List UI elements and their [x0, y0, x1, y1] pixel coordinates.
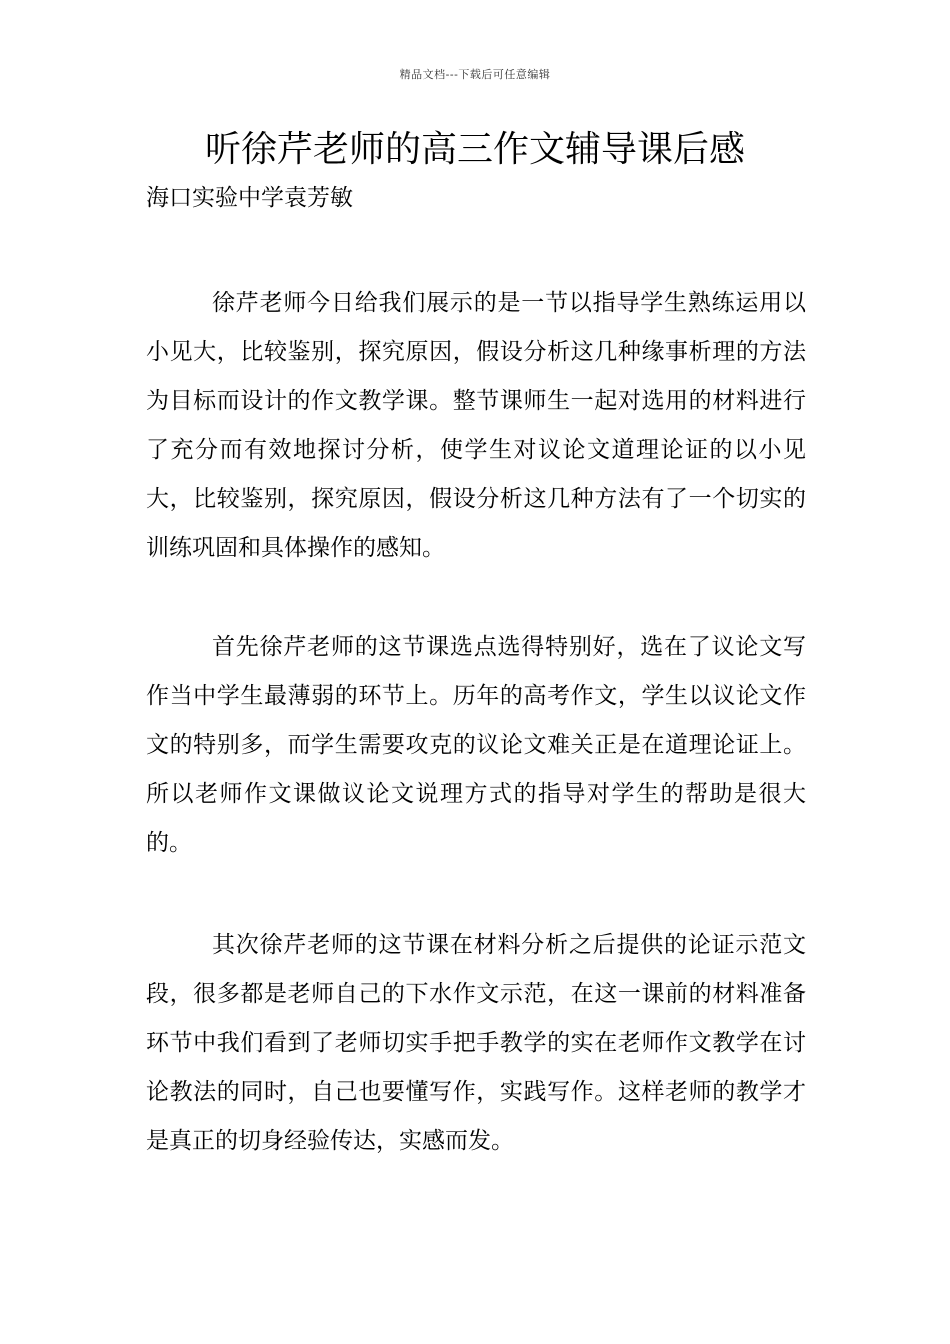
body-paragraph: 其次徐芹老师的这节课在材料分析之后提供的论证示范文段，很多都是老师自己的下水作文示范，在这一课前的材料准备环节中我们看到了老师切实手把手教学的实在老师作文教学在讨论教法的同时，自己也要懂写作，实践写作。这样老师的教学才是真正的切身经验传达，实感而发。 [146, 932, 806, 1154]
body-paragraph: 徐芹老师今日给我们展示的是一节以指导学生熟练运用以小见大，比较鉴别，探究原因，假设分析这几种缘事析理的方法为目标而设计的作文教学课。整节课师生一起对选用的材料进行了充分而有效地探讨分析，使学生对议论文道理论证的以小见大，比较鉴别，探究原因，假设分析这几种方法有了一个切实的训练巩固和具体操作的感知。 [146, 290, 806, 561]
body-paragraph: 首先徐芹老师的这节课选点选得特别好，选在了议论文写作当中学生最薄弱的环节上。历年的高考作文，学生以议论文作文的特别多，而学生需要攻克的议论文难关正是在道理论证上。所以老师作文课做议论文说理方式的指导对学生的帮助是很大的。 [146, 634, 806, 856]
header-note: 精品文档---下载后可任意编辑 [399, 68, 551, 81]
document-title: 听徐芹老师的高三作文辅导课后感 [204, 129, 745, 170]
author-line: 海口实验中学袁芳敏 [146, 185, 353, 211]
